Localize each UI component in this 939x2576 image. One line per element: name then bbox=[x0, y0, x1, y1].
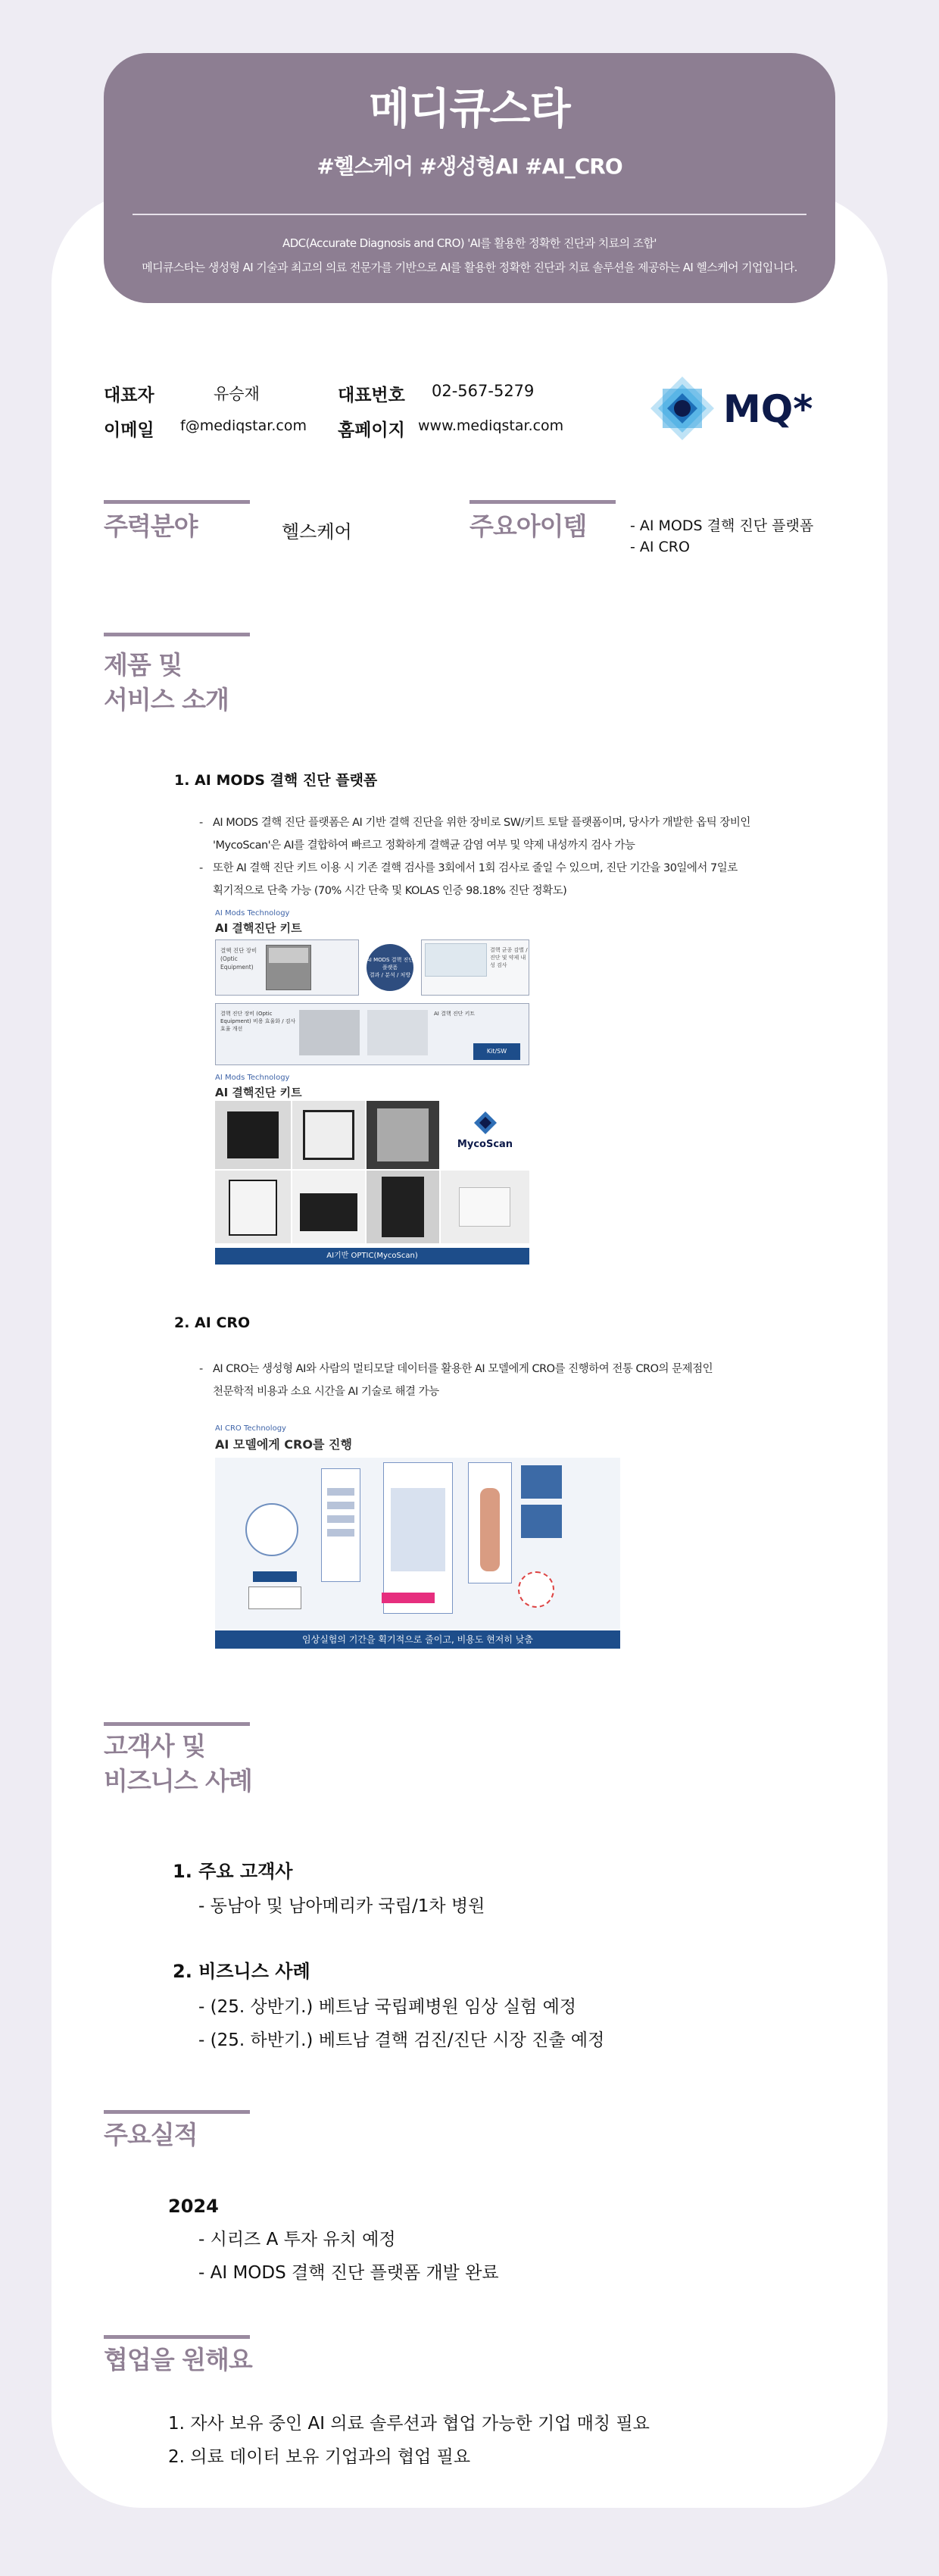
logo-mark-icon bbox=[647, 373, 814, 445]
ceo-value: 유승재 bbox=[214, 385, 260, 403]
flow-node bbox=[518, 1571, 554, 1608]
products-title-line1: 제품 및 bbox=[104, 650, 182, 680]
items-title: 주요아이템 bbox=[469, 511, 587, 541]
collab-bar bbox=[104, 2335, 250, 2339]
flow-node bbox=[245, 1503, 298, 1556]
ceo-label: 대표자 bbox=[104, 386, 154, 405]
figure-heading: AI 결핵진단 키트 bbox=[215, 921, 302, 935]
figure-kicker: AI Mods Technology bbox=[215, 909, 290, 918]
homepage-value[interactable]: www.mediqstar.com bbox=[418, 417, 564, 434]
product2-heading: 2. AI CRO bbox=[174, 1315, 251, 1331]
platform-label: AI MODS 결핵 진단 플랫폼 bbox=[367, 957, 413, 971]
figure-heading: AI 모델에게 CRO를 진행 bbox=[215, 1437, 352, 1452]
platform-sub: 결과 / 분석 / 처방 bbox=[369, 972, 411, 978]
field-value: 헬스케어 bbox=[282, 521, 352, 542]
items-bar bbox=[469, 500, 616, 504]
device-photo bbox=[367, 1101, 439, 1169]
kit-ai-label: AI 결핵 진단 키트 bbox=[434, 1011, 476, 1017]
list-item: - (25. 하반기.) 베트남 결핵 검진/진단 시장 진출 예정 bbox=[198, 2030, 605, 2050]
body-figure bbox=[480, 1488, 500, 1571]
hero-tagline: ADC(Accurate Diagnosis and CRO) 'AI를 활용한 정확한 진단과 치료의 조합' bbox=[282, 236, 657, 250]
company-name: 메디큐스타 bbox=[369, 85, 570, 134]
flow-highlight bbox=[382, 1593, 435, 1603]
bullet-line: - AI CRO는 생성형 AI와 사람의 멀티모달 데이터를 활용한 AI 모델에게 CRO를 진행하여 전통 CRO의 문제점인 bbox=[199, 1363, 713, 1375]
figure-kicker: AI CRO Technology bbox=[215, 1424, 286, 1433]
screen-image bbox=[425, 943, 487, 977]
products-title-line2: 서비스 소개 bbox=[104, 685, 229, 715]
collab-title: 협업을 원해요 bbox=[104, 2345, 252, 2374]
hashtags: #헬스케어 #생성형AI #AI_CRO bbox=[317, 154, 622, 179]
clients-title-line1: 고객사 및 bbox=[104, 1731, 206, 1761]
bullet-line: - AI MODS 결핵 진단 플랫폼은 AI 기반 결핵 진단을 위한 장비로 SW/키트 토탈 플랫폼이며, 당사가 개발한 옵틱 장비인 bbox=[199, 817, 750, 829]
phone-label: 대표번호 bbox=[338, 386, 405, 405]
product1-description bbox=[199, 811, 775, 902]
kit-label: 결핵 진단 장비 (Optic Equipment) 비용 효율화 / 검사 효율 개선 bbox=[220, 1011, 296, 1032]
figure-caption: 임상실험의 기간을 획기적으로 줄이고, 비용도 현저히 낮춤 bbox=[215, 1630, 620, 1649]
figure-device-photos bbox=[215, 1074, 529, 1269]
bullet-line: 천문학적 비용과 소요 시간을 AI 기술로 해결 가능 bbox=[213, 1386, 439, 1398]
cro-flow bbox=[215, 1458, 620, 1629]
model-layers bbox=[391, 1488, 445, 1571]
clients-bar bbox=[104, 1722, 250, 1726]
mycoscan-logo-icon bbox=[474, 1111, 497, 1134]
equipment-label: 결핵 진단 장비 (Optic Equipment) bbox=[220, 947, 257, 971]
device-photo bbox=[292, 1171, 365, 1243]
product1-heading: 1. AI MODS 결핵 진단 플랫폼 bbox=[174, 772, 378, 789]
analysis-label: 결핵 균종 감별 / 진단 및 약제 내성 검사 bbox=[490, 947, 528, 968]
products-title bbox=[104, 648, 229, 717]
equipment-panel bbox=[215, 939, 359, 996]
list-item: 1. 자사 보유 중인 AI 의료 솔루션과 협업 가능한 기업 매칭 필요 bbox=[168, 2414, 650, 2434]
clients-title-line2: 비즈니스 사례 bbox=[104, 1766, 252, 1796]
bullet-line: - 또한 AI 결핵 진단 키트 이용 시 기존 결핵 검사를 3회에서 1회 검사로 줄일 수 있으며, 진단 기간을 30일에서 7일로 bbox=[199, 862, 738, 874]
bullet-line: 획기적으로 단축 가능 (70% 시간 단축 및 KOLAS 인증 98.18% 진단 정확도) bbox=[213, 885, 567, 897]
clients-heading: 1. 주요 고객사 bbox=[173, 1861, 293, 1882]
device-photo bbox=[215, 1171, 291, 1243]
clients-title bbox=[104, 1729, 252, 1799]
items-list bbox=[630, 515, 813, 558]
achievements-year: 2024 bbox=[168, 2196, 219, 2217]
kit-image bbox=[299, 1010, 360, 1055]
monitor-image bbox=[521, 1465, 562, 1499]
kit-panel bbox=[215, 1003, 529, 1065]
figure-heading: AI 결핵진단 키트 bbox=[215, 1086, 302, 1099]
device-photo bbox=[292, 1101, 365, 1169]
list-item: - 동남아 및 남아메리카 국립/1차 병원 bbox=[198, 1896, 485, 1916]
list-item: 2. 의료 데이터 보유 기업과의 협업 필요 bbox=[168, 2447, 471, 2467]
flow-node bbox=[248, 1587, 301, 1609]
list-item: - AI CRO bbox=[630, 539, 690, 555]
list-item: - (25. 상반기.) 베트남 국립폐병원 임상 실험 예정 bbox=[198, 1997, 577, 2017]
flow-column bbox=[321, 1468, 360, 1582]
field-title: 주력분야 bbox=[104, 511, 198, 541]
achievements-bar bbox=[104, 2110, 250, 2114]
products-bar bbox=[104, 633, 250, 636]
device-photo bbox=[367, 1171, 439, 1243]
platform-circle bbox=[367, 944, 413, 991]
logo-text: MQ* bbox=[723, 387, 813, 431]
email-value[interactable]: f@mediqstar.com bbox=[180, 417, 307, 434]
device-photo bbox=[441, 1171, 529, 1243]
hero-divider bbox=[133, 214, 806, 215]
list-item: - AI MODS 결핵 진단 플랫폼 bbox=[630, 517, 814, 534]
kit-sw-badge: Kit/SW bbox=[473, 1043, 520, 1060]
figure-cro-diagram bbox=[215, 1424, 620, 1649]
device-detail bbox=[269, 948, 308, 963]
hero-description: 메디큐스타는 생성형 AI 기술과 최고의 의료 전문가를 기반으로 AI를 활용한 정확한 진단과 치료 솔루션을 제공하는 AI 헬스케어 기업입니다. bbox=[142, 261, 797, 274]
list-item: - AI MODS 결핵 진단 플랫폼 개발 완료 bbox=[198, 2263, 499, 2283]
bullet-line: 'MycoScan'은 AI를 결합하여 빠르고 정확하게 결핵균 감염 여부 및 약제 내성까지 검사 가능 bbox=[213, 839, 635, 852]
field-bar bbox=[104, 500, 250, 504]
phone-value: 02-567-5279 bbox=[432, 382, 535, 400]
product2-description bbox=[199, 1358, 775, 1403]
business-heading: 2. 비즈니스 사례 bbox=[173, 1961, 310, 1982]
homepage-label: 홈페이지 bbox=[338, 420, 405, 440]
mycoscan-brand bbox=[441, 1101, 529, 1169]
analysis-panel bbox=[421, 939, 529, 996]
figure-kit-diagram bbox=[215, 908, 529, 1068]
figure-caption: AI기반 OPTIC(MycoScan) bbox=[215, 1248, 529, 1265]
hero-banner bbox=[104, 53, 835, 303]
kit-image-2 bbox=[367, 1010, 428, 1055]
email-label: 이메일 bbox=[104, 420, 154, 440]
flow-node bbox=[253, 1571, 297, 1582]
mycoscan-name: MycoScan bbox=[457, 1139, 513, 1150]
achievements-title: 주요실적 bbox=[104, 2120, 198, 2149]
company-logo bbox=[647, 373, 814, 445]
list-item: - 시리즈 A 투자 유치 예정 bbox=[198, 2230, 396, 2249]
device-photo bbox=[215, 1101, 291, 1169]
monitor-image bbox=[521, 1505, 562, 1538]
figure-kicker: AI Mods Technology bbox=[215, 1074, 290, 1082]
